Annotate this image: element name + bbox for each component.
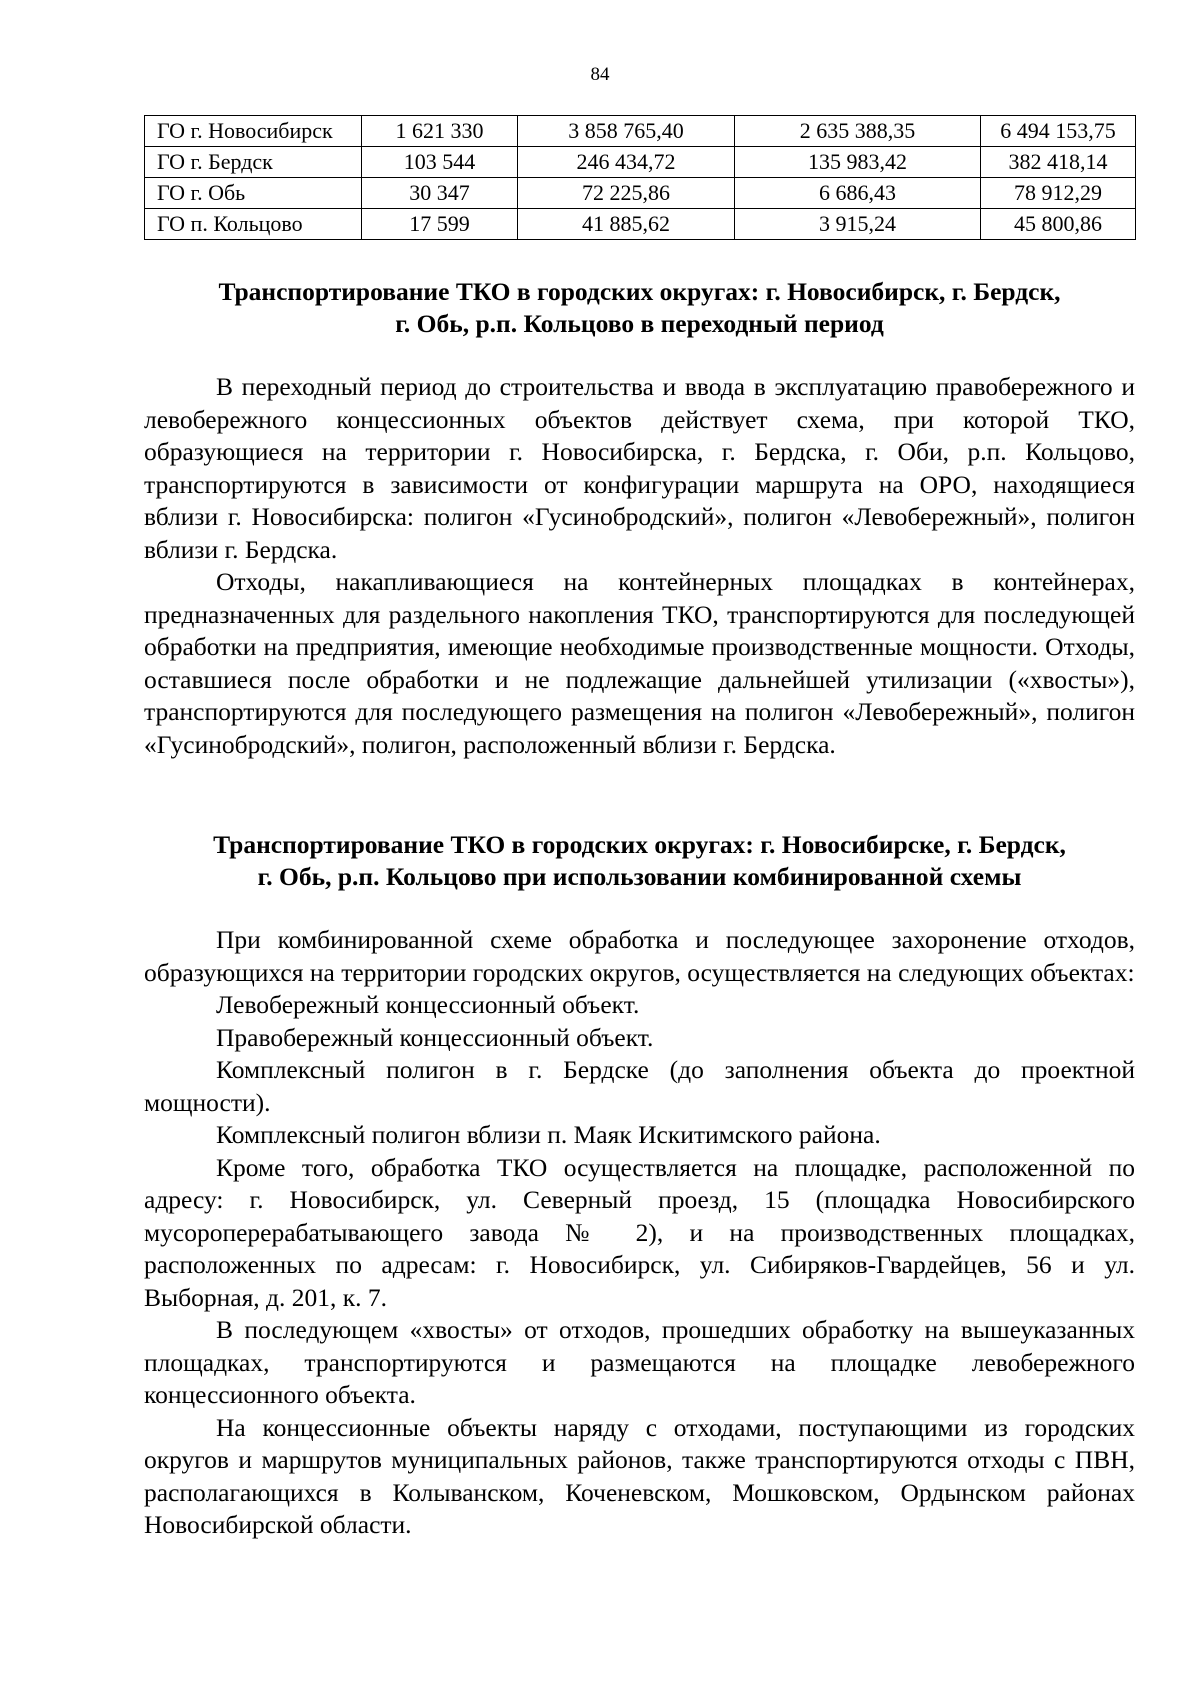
table-cell: 3 858 765,40 xyxy=(518,116,735,147)
heading-line: Транспортирование ТКО в городских округах: г. Новосибирске, г. Бердск, xyxy=(213,830,1066,859)
paragraph: Левобережный концессионный объект. xyxy=(216,990,640,1019)
section-body-transitional xyxy=(144,371,1135,761)
table-cell: 6 494 153,75 xyxy=(981,116,1136,147)
table-cell: 3 915,24 xyxy=(735,209,981,240)
table-cell: 382 418,14 xyxy=(981,147,1136,178)
table-cell: 135 983,42 xyxy=(735,147,981,178)
page-number: 84 xyxy=(590,64,610,85)
table-cell: 30 347 xyxy=(362,178,518,209)
paragraph: При комбинированной схеме обработка и последующее захоронение отходов, образующихся на территории городских округов, осуществляется на следующих объектах: xyxy=(144,925,1135,987)
table-cell: 78 912,29 xyxy=(981,178,1136,209)
heading-line: г. Обь, р.п. Кольцово в переходный период xyxy=(395,309,884,338)
table-cell: 45 800,86 xyxy=(981,209,1136,240)
table-cell: 6 686,43 xyxy=(735,178,981,209)
paragraph: В последующем «хвосты» от отходов, прошедших обработку на вышеуказанных площадках, транспортируются и размещаются на площадке левобережного концессионного объекта. xyxy=(144,1315,1135,1409)
paragraph: В переходный период до строительства и ввода в эксплуатацию правобережного и левобережного концессионных объектов действует схема, при которой ТКО, образующиеся на территории г. Новосибирска, г. Бердска, г. Оби, р.п. Кольцово, транспортируются в зависимости от конфигурации маршрута на ОРО, находящиеся вблизи г. Новосибирска: полигон «Гусинобродский», полигон «Левобережный», полигон вблизи г. Бердска. xyxy=(144,372,1135,564)
table-cell: 17 599 xyxy=(362,209,518,240)
table-row xyxy=(145,116,1136,147)
section-heading-combined xyxy=(144,829,1135,893)
table-cell: 41 885,62 xyxy=(518,209,735,240)
paragraph: На концессионные объекты наряду с отходами, поступающими из городских округов и маршрутов муниципальных районов, также транспортируются отходы с ПВН, располагающихся в Колыванском, Коченевском, Мошковском, Ордынском районах Новосибирской области. xyxy=(144,1412,1135,1539)
paragraph: Комплексный полигон вблизи п. Маяк Искитимского района. xyxy=(216,1120,881,1149)
table-cell: 72 225,86 xyxy=(518,178,735,209)
table-cell: 103 544 xyxy=(362,147,518,178)
table-cell: ГО п. Кольцово xyxy=(145,209,362,240)
table-cell: ГО г. Новосибирск xyxy=(145,116,362,147)
paragraph: Кроме того, обработка ТКО осуществляется на площадке, расположенной по адресу: г. Новосибирск, ул. Северный проезд, 15 (площадка Новосибирского мусороперерабатывающего завода № 2), и на производственных площадках, расположенных по адресам: г. Новосибирск, ул. Сибиряков-Гвардейцев, 56 и ул. Выборная, д. 201, к. 7. xyxy=(144,1152,1135,1312)
paragraph: Правобережный концессионный объект. xyxy=(216,1022,654,1052)
table-row xyxy=(145,147,1136,178)
table-cell: ГО г. Обь xyxy=(145,178,362,209)
table-cell: 246 434,72 xyxy=(518,147,735,178)
table-cell: 2 635 388,35 xyxy=(735,116,981,147)
heading-line: г. Обь, р.п. Кольцово при использовании комбинированной схемы xyxy=(257,862,1022,891)
table-row xyxy=(145,209,1136,240)
paragraph: Отходы, накапливающиеся на контейнерных площадках в контейнерах, предназначенных для раздельного накопления ТКО, транспортируются для последующей обработки на предприятия, имеющие необходимые производственные мощности. Отходы, оставшиеся после обработки и не подлежащие дальнейшей утилизации («хвосты»), транспортируются для последующего размещения на полигон «Левобережный», полигон «Гусинобродский», полигон, расположенный вблизи г. Бердска. xyxy=(144,567,1135,759)
heading-line: Транспортирование ТКО в городских округах: г. Новосибирск, г. Бердск, xyxy=(218,277,1061,306)
section-heading-transitional xyxy=(144,276,1135,340)
data-table xyxy=(144,115,1136,240)
table-cell: 1 621 330 xyxy=(362,116,518,147)
table-cell: ГО г. Бердск xyxy=(145,147,362,178)
paragraph: Комплексный полигон в г. Бердске (до заполнения объекта до проектной мощности). xyxy=(144,1055,1135,1117)
section-body-combined xyxy=(144,924,1135,1542)
table-row xyxy=(145,178,1136,209)
